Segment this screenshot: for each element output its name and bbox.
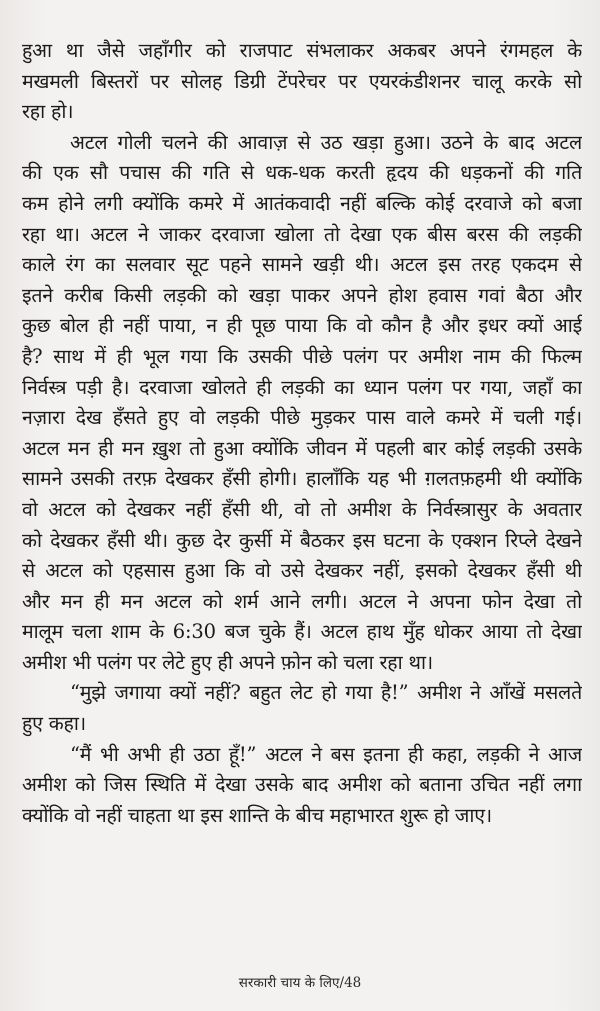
text-line: अमीश भी पलंग पर लेटे हुए ही अपने फ़ोन को चला रहा था।: [22, 650, 433, 674]
paragraph: [22, 36, 582, 128]
text-line: अटल मन ही मन ख़ुश तो हुआ क्योंकि जीवन में पहली बार कोई लड़की उसके: [22, 436, 582, 460]
text-line: है? साथ में ही भूल गया कि उसकी पीछे पलंग पर अमीश नाम की फिल्म: [22, 344, 582, 368]
text-line: को देखकर हँसी थी। कुछ देर कुर्सी में बैठकर इस घटना के एक्शन रिप्ले देखने: [22, 528, 582, 552]
text-line: कुछ बोल ही नहीं पाया, न ही पूछ पाया कि वो कौन है और इधर क्यों आई: [22, 314, 582, 338]
text-line: “मैं भी अभी ही उठा हूँ!” अटल ने बस इतना ही कहा, लड़की ने आज: [70, 742, 582, 766]
text-line: रहा हो।: [22, 100, 74, 124]
text-line: और मन ही मन अटल को शर्म आने लगी। अटल ने अपना फोन देखा तो: [22, 589, 582, 613]
paragraph: [22, 740, 582, 832]
text-line: काले रंग का सलवार सूट पहने सामने खड़ी थी। अटल इस तरह एकदम से: [22, 253, 582, 277]
text-line: सामने उसकी तरफ़ देखकर हँसी होगी। हालाँकि यह भी ग़लतफ़हमी थी क्योंकि: [22, 467, 582, 491]
text-line: हुआ था जैसे जहाँगीर को राजपाट संभलाकर अकबर अपने रंगमहल के: [22, 39, 582, 62]
text-line: कम होने लगी क्योंकि कमरे में आतंकवादी नहीं बल्कि कोई दरवाजे को बजा: [22, 191, 582, 215]
text-line: वो अटल को देखकर नहीं हँसी थी, वो तो अमीश के निर्वस्त्रासुर के अवतार: [22, 497, 582, 521]
paragraph: [22, 678, 582, 739]
text-line: से अटल को एहसास हुआ कि वो उसे देखकर नहीं, इसको देखकर हँसी थी: [22, 559, 582, 583]
text-line: निर्वस्त्र पड़ी है। दरवाजा खोलते ही लड़की का ध्यान पलंग पर गया, जहाँ का: [22, 375, 582, 399]
text-line: मखमली बिस्तरों पर सोलह डिग्री टेंपरेचर पर एयरकंडीशनर चालू करके सो: [22, 69, 582, 93]
text-line: “मुझे जगाया क्यों नहीं? बहुत लेट हो गया है!” अमीश ने आँखें मसलते: [70, 681, 582, 705]
body-text: [22, 36, 582, 831]
text-line: नज़ारा देख हँसते हुए वो लड़की पीछे मुड़कर पास वाले कमरे में चली गई।: [22, 406, 582, 430]
text-line: अमीश को जिस स्थिति में देखा उसके बाद अमीश को बताना उचित नहीं लगा: [22, 773, 582, 797]
paragraph: [22, 128, 582, 679]
text-line: मालूम चला शाम के 6:30 बज चुके हैं। अटल हाथ मुँह धोकर आया तो देखा: [22, 620, 582, 644]
text-line: की एक सौ पचास की गति से धक-धक करती हृदय की धड़कनों की गति: [22, 161, 582, 185]
text-line: रहा था। अटल ने जाकर दरवाजा खोला तो देखा एक बीस बरस की लड़की: [22, 222, 582, 246]
page-footer: सरकारी चाय के लिए/48: [238, 975, 362, 991]
text-line: हुए कहा।: [22, 712, 86, 736]
text-line: क्योंकि वो नहीं चाहता था इस शान्ति के बीच महाभारत शुरू हो जाए।: [22, 803, 492, 827]
text-line: इतने करीब किसी लड़की को खड़ा पाकर अपने होश हवास गवां बैठा और: [22, 283, 582, 307]
text-line: अटल गोली चलने की आवाज़ से उठ खड़ा हुआ। उठने के बाद अटल: [70, 130, 582, 154]
